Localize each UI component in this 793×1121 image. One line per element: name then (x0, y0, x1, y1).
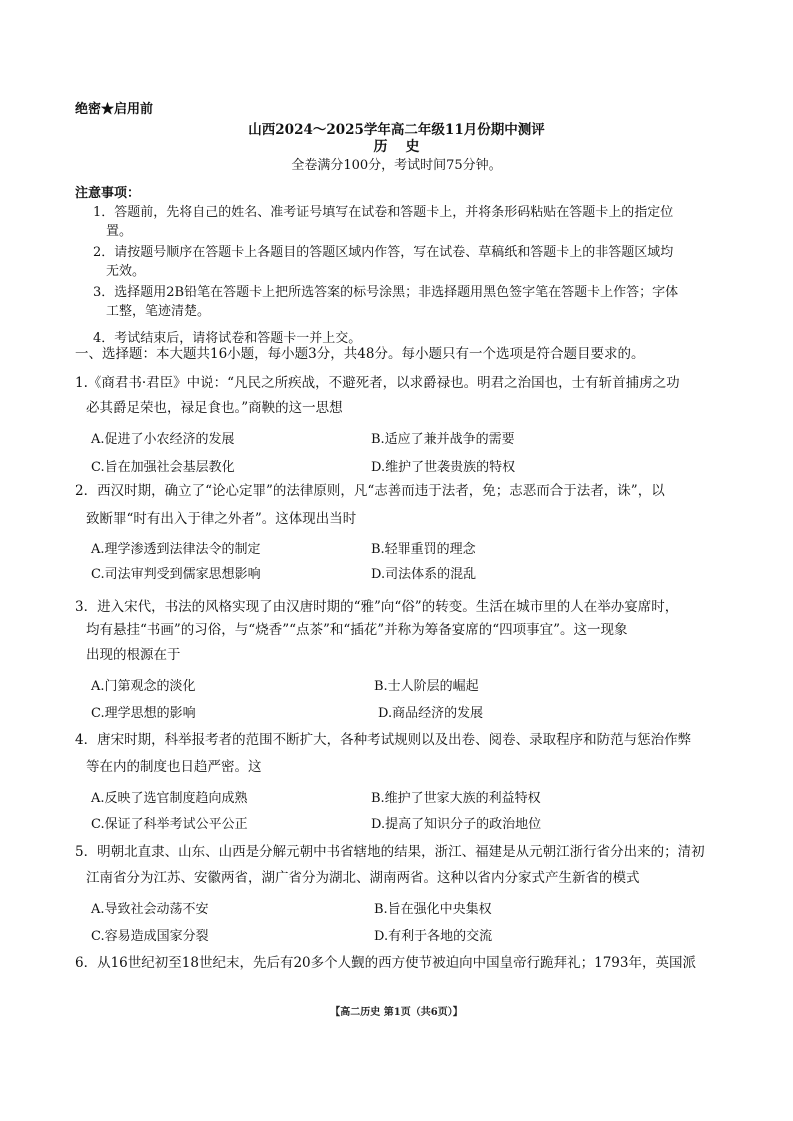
question-1-option-b[interactable]: B.适应了兼并战争的需要 (371, 432, 515, 447)
question-4-line2: 等在内的制度也日趋严密。这 (86, 759, 262, 775)
question-5-option-a[interactable]: A.导致社会动荡不安 (91, 902, 209, 917)
question-2-line2: 致断罪“时有出入于律之外者”。这体现出当时 (86, 511, 357, 527)
question-4-option-a[interactable]: A.反映了选官制度趋向成熟 (91, 791, 248, 806)
notice-item-4-line1: 4．考试结束后，请将试卷和答题卡一并上交。 (93, 331, 362, 346)
question-1-line2: 必其爵足荣也，禄足食也。”商鞅的这一思想 (86, 400, 343, 416)
question-3-option-c[interactable]: C.理学思想的影响 (91, 706, 196, 721)
question-1-line1: 1.《商君书·君臣》中说：“凡民之所疾战，不避死者，以求爵禄也。明君之治国也，士有斩首捕虏之功 (75, 375, 680, 391)
question-5-line1: 5．明朝北直隶、山东、山西是分解元朝中书省辖地的结果，浙江、福建是从元朝江浙行省分出来的；清初 (75, 844, 705, 860)
question-3-line1: 3．进入宋代，书法的风格实现了由汉唐时期的“雅”向“俗”的转变。生活在城市里的人在举办宴席时， (75, 599, 679, 615)
subject-title: 历史 (373, 139, 438, 155)
question-2-option-d[interactable]: D.司法体系的混乱 (371, 567, 477, 582)
question-3-line2: 均有悬挂“书画”的习俗，与“烧香”“点茶”和“插花”并称为筹备宴席的“四项事宜”。这一现象 (86, 622, 628, 638)
notice-item-1-line1: 1．答题前，先将自己的姓名、准考证号填写在试卷和答题卡上，并将条形码粘贴在答题卡上的指定位 (93, 205, 674, 220)
question-5-option-b[interactable]: B.旨在强化中央集权 (374, 902, 492, 917)
question-2-option-c[interactable]: C.司法审判受到儒家思想影响 (91, 567, 261, 582)
question-4-option-b[interactable]: B.维护了世家大族的利益特权 (371, 791, 541, 806)
question-6-line1: 6．从16世纪初至18世纪末，先后有20多个人觐的西方使节被迫向中国皇帝行跪拜礼；1793年，英国派 (75, 955, 696, 971)
question-3-option-b[interactable]: B.士人阶层的崛起 (374, 679, 479, 694)
question-2-option-b[interactable]: B.轻罪重罚的理念 (371, 542, 476, 557)
question-3-line3: 出现的根源在于 (86, 647, 181, 663)
notice-item-3-line2: 工整，笔迹清楚。 (106, 304, 211, 319)
question-5-line2: 江南省分为江苏、安徽两省，湖广省分为湖北、湖南两省。这种以省内分家式产生新省的模式 (86, 870, 640, 886)
section-title: 一、选择题：本大题共16小题，每小题3分，共48分。每小题只有一个选项是符合题目要求的。 (75, 346, 645, 362)
question-1-option-d[interactable]: D.维护了世袭贵族的特权 (371, 460, 516, 475)
question-4-option-c[interactable]: C.保证了科举考试公平公正 (91, 817, 248, 832)
question-5-option-d[interactable]: D.有利于各地的交流 (374, 929, 493, 944)
exam-info: 全卷满分100分，考试时间75分钟。 (291, 158, 502, 173)
question-2-option-a[interactable]: A.理学渗透到法律法令的制定 (91, 542, 261, 557)
notice-title: 注意事项： (75, 186, 141, 201)
question-1-option-c[interactable]: C.旨在加强社会基层教化 (91, 460, 235, 475)
question-4-line1: 4．唐宋时期，科举报考者的范围不断扩大，各种考试规则以及出卷、阅卷、录取程序和防范与惩治作弊 (75, 732, 692, 748)
question-1-option-a[interactable]: A.促进了小农经济的发展 (91, 432, 235, 447)
exam-title: 山西2024～2025学年高二年级11月份期中测评 (248, 122, 545, 138)
notice-item-3-line1: 3．选择题用2B铅笔在答题卡上把所选答案的标号涂黑；非选择题用黑色签字笔在答题卡上作答；字体 (93, 285, 679, 300)
confidential-label: 绝密★启用前 (75, 102, 154, 117)
notice-item-2-line1: 2．请按题号顺序在答题卡上各题目的答题区域内作答，写在试卷、草稿纸和答题卡上的非答题区域均 (93, 245, 674, 260)
notice-item-1-line2: 置。 (106, 224, 133, 239)
notice-item-2-line2: 无效。 (106, 264, 146, 279)
question-3-option-d[interactable]: D.商品经济的发展 (378, 706, 484, 721)
question-2-line1: 2．西汉时期，确立了“论心定罪”的法律原则，凡“志善而违于法者，免；志恶而合于法者，诛”，以 (75, 483, 665, 499)
page-footer: 【高二历史 第1页（共6页）】 (330, 1007, 463, 1018)
question-5-option-c[interactable]: C.容易造成国家分裂 (91, 929, 209, 944)
question-3-option-a[interactable]: A.门第观念的淡化 (91, 679, 196, 694)
question-4-option-d[interactable]: D.提高了知识分子的政治地位 (371, 817, 542, 832)
